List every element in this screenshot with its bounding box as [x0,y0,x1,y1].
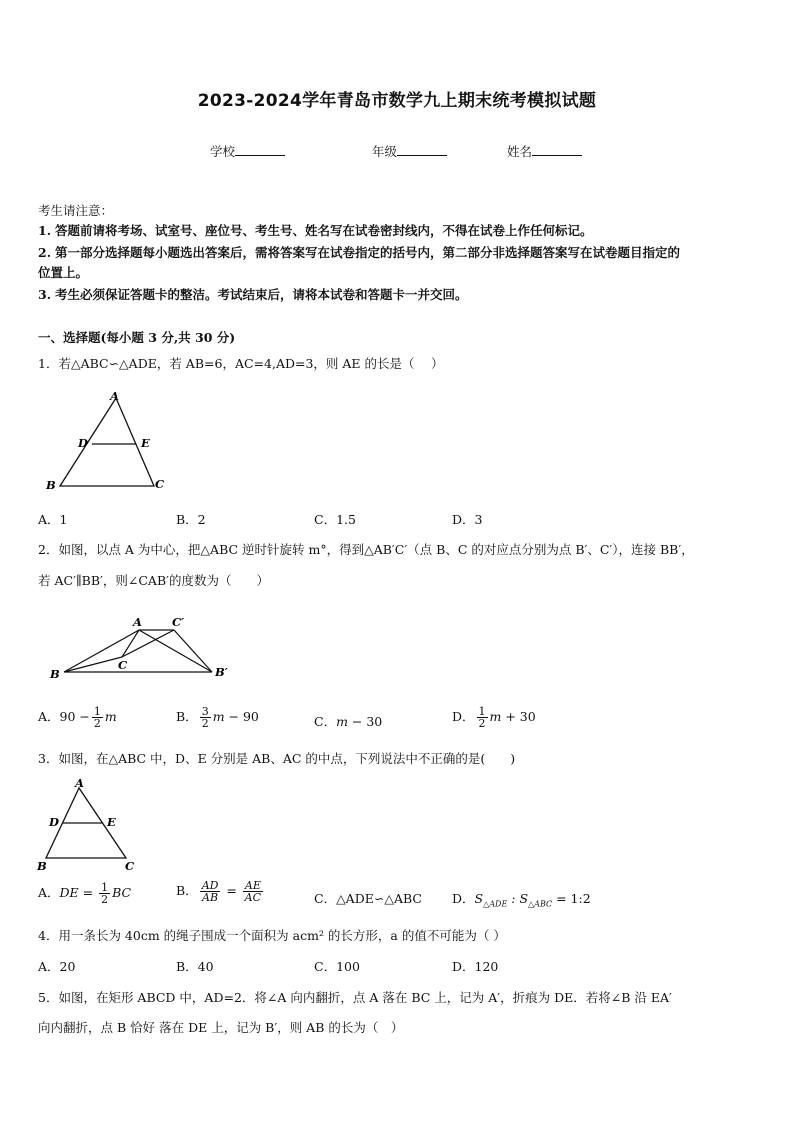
q2-label-c: C [118,658,128,672]
name-field [507,142,582,160]
q3-stem: 3．如图，在△ABC 中，D、E 分别是 AB、AC 的中点，下列说法中不正确的是( ) [38,751,516,766]
notice-item-1 [38,221,593,241]
q3-label-c: C [125,859,135,873]
q3-option-c[interactable]: C．△ADE∽△ABC [314,891,422,906]
q4-option-d[interactable]: D．120 [452,959,499,974]
q1-triangle-abc [60,398,154,486]
q1-option-c[interactable]: C．1.5 [314,512,356,527]
q1-option-d[interactable]: D．3 [452,512,483,527]
q2-option-d[interactable]: D． $\frac{1}{2}$ m + 30 [452,705,536,730]
fraction: $\frac{1}{2}$ [93,705,101,730]
q2-figure [44,612,244,684]
q1-label-b: B [46,478,56,492]
section-title: 一、选择题(每小题 3 分,共 30 分) [38,330,236,345]
q2-option-b[interactable]: B． $\frac{3}{2}$ m − 90 [176,705,259,730]
q1-label-d: D [78,436,88,450]
q2-segment-ba [64,630,139,672]
q3-label-d: D [49,815,59,829]
q1-figure [40,388,180,496]
q3-label-a: A [75,776,84,790]
q1-label-a: A [110,389,119,403]
fraction: $\frac{AE}{AC}$ [244,879,262,904]
grade-field [372,142,447,160]
q3-option-d[interactable]: D．$S_{\triangle ADE}$ : $S_{\triangle ABC}$ = 1:2 [452,891,591,909]
q5-stem-line2: 向内翻折，点 B 恰好 落在 DE 上，记为 B′，则 AB 的长为（ ） [38,1020,404,1035]
q4-option-c[interactable]: C．100 [314,959,360,974]
q2-stem-line2: 若 AC′∥BB′，则∠CAB′的度数为（ ） [38,573,269,588]
q2-label-c-prime: C′ [172,615,185,629]
q2-segment-ab2 [139,630,212,672]
q3-label-b: B [37,859,47,873]
school-blank[interactable] [235,143,285,156]
q1-label-c: C [155,477,165,491]
fraction: $\frac{1}{2}$ [101,881,109,906]
fraction: $\frac{AD}{AB}$ [201,879,219,904]
q1-option-a[interactable]: A．1 [38,512,68,527]
notice-item-num: 3. [38,287,52,302]
page-title: 2023-2024学年青岛市数学九上期末统考模拟试题 [197,91,597,111]
q2-label-b: B [50,667,60,681]
q3-option-b[interactable]: B． $\frac{AD}{AB}$ = $\frac{AE}{AC}$ [176,879,262,904]
name-label: 姓名 [507,144,533,159]
fraction: $\frac{1}{2}$ [478,705,486,730]
q1-option-b[interactable]: B．2 [176,512,206,527]
q3-label-e: E [107,815,116,829]
school-label: 学校 [210,144,236,159]
grade-blank[interactable] [397,143,447,156]
notice-item-num: 2. [38,245,52,260]
notice-item-text: 考生必须保证答题卡的整洁。考试结束后，请将本试卷和答题卡一并交回。 [55,287,468,302]
q1-label-e: E [141,436,150,450]
notice-heading: 考生请注意： [38,203,114,218]
fraction: $\frac{3}{2}$ [201,705,209,730]
q2-segment-c2b2 [174,630,212,672]
notice-item-text: 答题前请将考场、试室号、座位号、考生号、姓名写在试卷密封线内，不得在试卷上作任何标记。 [55,223,593,238]
notice-item-2-cont: 位置上。 [38,265,89,280]
notice-item-2 [38,243,680,263]
notice-item-3 [38,285,468,305]
q1-stem: 1．若△ABC∽△ADE，若 AB=6，AC=4,AD=3，则 AE 的长是（ ） [38,356,444,371]
q2-option-c[interactable]: C．m − 30 [314,714,383,729]
q5-stem-line1: 5．如图，在矩形 ABCD 中，AD=2．将∠A 向内翻折，点 A 落在 BC 上，记为 A′，折痕为 DE．若将∠B 沿 EA′ [38,990,672,1005]
school-field [210,142,285,160]
q4-stem: 4．用一条长为 40cm 的绳子围成一个面积为 acm² 的长方形，a 的值不可能为（ ） [38,928,506,943]
q2-stem-line1: 2．如图，以点 A 为中心，把△ABC 逆时针旋转 m°，得到△AB′C′（点 B、C 的对应点分别为点 B′、C′），连接 BB′， [38,542,694,557]
notice-item-text: 第一部分选择题每小题选出答案后，需将答案写在试卷指定的括号内，第二部分非选择题答案写在试卷题目指定的 [55,245,681,260]
q4-option-a[interactable]: A．20 [38,959,76,974]
notice-item-num: 1. [38,223,52,238]
q2-label-a: A [133,615,142,629]
name-blank[interactable] [532,143,582,156]
q2-segment-bc [64,657,122,672]
q2-label-b-prime: B′ [215,665,228,679]
q2-option-a[interactable]: A．90 − $\frac{1}{2}$ m [38,705,117,730]
q3-figure [34,776,154,874]
grade-label: 年级 [372,144,398,159]
q4-option-b[interactable]: B．40 [176,959,214,974]
q3-option-a[interactable]: A．DE = $\frac{1}{2}$ BC [38,881,132,906]
